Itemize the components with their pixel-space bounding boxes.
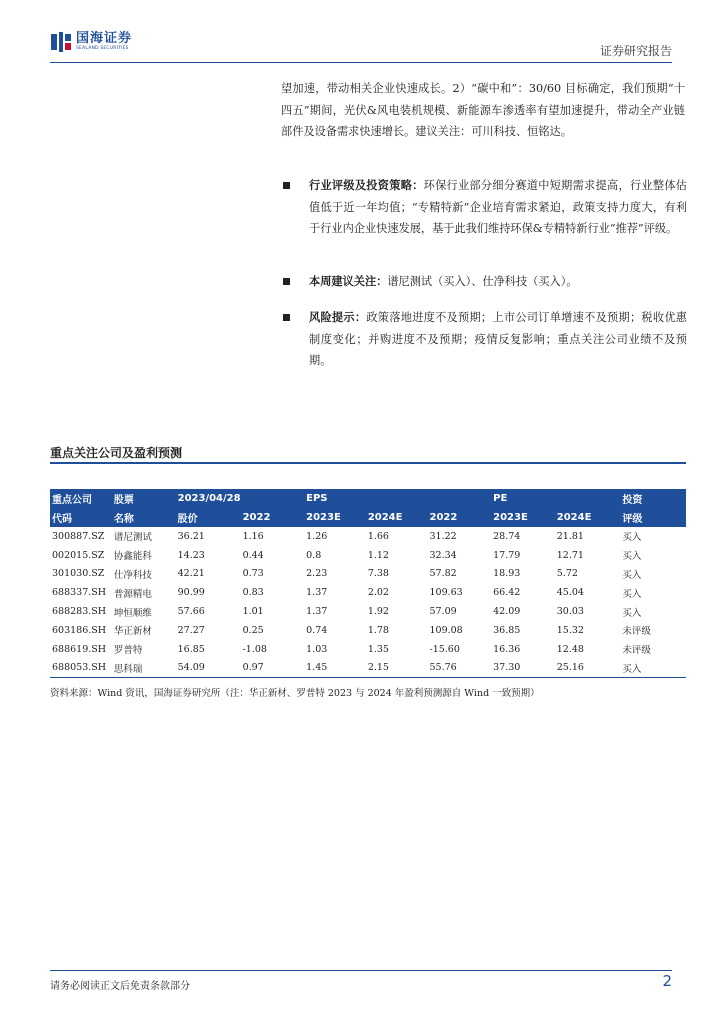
table-cell: 买入	[622, 532, 642, 544]
header-cell	[241, 489, 305, 508]
header-cell: 2023/04/28	[176, 489, 241, 508]
header-cell: 代码	[50, 508, 112, 527]
table-top-divider	[50, 462, 686, 464]
table-cell: 7.38	[367, 568, 389, 580]
earnings-forecast-table	[50, 489, 686, 678]
table-cell: 2.02	[367, 587, 389, 599]
table-row	[50, 527, 686, 546]
header-cell	[555, 489, 621, 508]
table-cell: 17.79	[493, 549, 521, 561]
header-cell: 重点公司	[50, 489, 112, 508]
table-cell: 37.30	[491, 659, 555, 678]
table-cell: -1.08	[242, 643, 267, 655]
table-cell: 买入	[622, 551, 642, 563]
table-cell: 54.09	[176, 659, 241, 678]
bullet-text: 政策落地进度不及预期；上市公司订单增速不及预期；税收优惠制度变化；并购进度不及预期；疫情反复影响；重点关注公司业绩不及预期。	[309, 311, 687, 367]
bullet-text: 谱尼测试（买入）、仕净科技（买入）。	[387, 275, 578, 288]
table-row	[50, 621, 686, 640]
table-cell: 1.16	[242, 530, 264, 542]
table-cell: 002015.SZ	[52, 549, 105, 561]
logo-cn-text: 国海证券	[76, 31, 133, 47]
table-cell: 1.12	[367, 549, 389, 561]
table-cell: 36.85	[493, 624, 521, 636]
header-cell: 2023E	[491, 508, 555, 527]
table-cell: 90.99	[177, 587, 205, 599]
table-cell: 1.45	[304, 659, 366, 678]
table-cell: 16.85	[177, 643, 205, 655]
table-cell: 未评级	[622, 645, 651, 657]
bullet-recommend	[283, 271, 687, 293]
table-row	[50, 640, 686, 659]
table-cell: 谱尼测试	[113, 532, 152, 544]
sealand-logo-icon	[50, 31, 72, 53]
table-cell: 0.44	[242, 549, 264, 561]
table-cell: 0.74	[306, 624, 328, 636]
table-cell: 18.93	[493, 568, 521, 580]
table-cell: -15.60	[429, 643, 460, 655]
table-cell: 1.37	[306, 587, 328, 599]
bullet-title: 行业评级及投资策略：	[309, 178, 424, 192]
table-row	[50, 659, 686, 678]
table-cell: 14.23	[177, 549, 205, 561]
table-cell: 109.08	[429, 624, 463, 636]
table-cell: 1.01	[242, 606, 264, 618]
table-cell: 688283.SH	[52, 606, 107, 618]
table-title: 重点关注公司及盈利预测	[50, 446, 183, 460]
table-row	[50, 546, 686, 565]
table-cell: 57.09	[429, 606, 457, 618]
table-cell: 1.78	[367, 624, 389, 636]
table-row	[50, 583, 686, 602]
table-cell: 28.74	[493, 530, 521, 542]
footer-disclaimer: 请务必阅读正文后免责条款部分	[50, 981, 190, 992]
header-cell: PE	[491, 489, 555, 508]
header-cell: 股价	[176, 508, 241, 527]
header-cell: 2023E	[304, 508, 366, 527]
table-cell: 31.22	[429, 530, 457, 542]
table-cell: 42.21	[177, 568, 205, 580]
table-cell: 301030.SZ	[52, 568, 105, 580]
header-cell: EPS	[304, 489, 366, 508]
bullet-rating	[283, 175, 687, 240]
footer-divider	[50, 970, 672, 971]
table-cell: 2.23	[306, 568, 328, 580]
bullet-title: 风险提示：	[309, 310, 367, 324]
table-cell: 300887.SZ	[52, 530, 105, 542]
table-cell: 688337.SH	[52, 587, 107, 599]
table-cell: 12.71	[556, 549, 584, 561]
table-cell: 1.35	[367, 643, 389, 655]
bullet-square-icon	[283, 182, 290, 189]
table-cell: 思科瑞	[112, 659, 176, 678]
bullet-text: 环保行业部分细分赛道中短期需求提高，行业整体估值低于近一年均值；“专精特新”企业培育需求紧迫，政策支持力度大，有利于行业内企业快速发展，基于此我们维持环保&专精特新行业“推荐”评级。	[309, 179, 687, 235]
header-cell: 2024E	[366, 508, 428, 527]
header-cell: 投资	[620, 489, 686, 508]
table-cell: 21.81	[556, 530, 584, 542]
table-cell: 66.42	[493, 587, 521, 599]
bullet-risk	[283, 307, 687, 372]
table-cell: 普源精电	[113, 588, 152, 600]
header-cell: 评级	[620, 508, 686, 527]
table-cell: 买入	[620, 659, 686, 678]
table-cell: 1.92	[367, 606, 389, 618]
table-cell: 57.66	[177, 606, 205, 618]
table-cell: 协鑫能科	[113, 551, 152, 563]
table-cell: 109.63	[429, 587, 463, 599]
header-cell: 2022	[427, 508, 491, 527]
header-cell: 股票	[112, 489, 176, 508]
table-cell: 45.04	[556, 587, 584, 599]
table-cell: 罗普特	[113, 645, 143, 657]
table-cell: 25.16	[555, 659, 621, 678]
table-cell: 仕净科技	[113, 569, 152, 581]
table-row	[50, 565, 686, 584]
table-cell: 55.76	[427, 659, 491, 678]
table-cell: 1.03	[306, 643, 328, 655]
company-logo	[50, 30, 132, 54]
table-header-row-1	[50, 489, 686, 508]
table-cell: 1.66	[367, 530, 389, 542]
table-cell: 买入	[622, 569, 642, 581]
table-source-note: 资料来源：Wind 资讯，国海证券研究所（注：华正新材、罗普特 2023 与 2024 年盈利预测源自 Wind 一致预期）	[50, 688, 540, 699]
table-cell: 2.15	[366, 659, 428, 678]
header-divider	[50, 62, 672, 63]
table-cell: 57.82	[429, 568, 457, 580]
table-cell: 42.09	[493, 606, 521, 618]
table-cell: 36.21	[177, 530, 205, 542]
header-cell	[427, 489, 491, 508]
table-cell: 买入	[622, 607, 642, 619]
table-cell: 688619.SH	[52, 643, 107, 655]
table-cell: 1.26	[306, 530, 328, 542]
table-cell: 0.25	[242, 624, 264, 636]
logo-en-text: SEALAND SECURITIES	[76, 46, 129, 52]
table-cell: 未评级	[622, 626, 651, 638]
table-cell: 1.37	[306, 606, 328, 618]
table-cell: 0.8	[306, 549, 322, 561]
table-cell: 688053.SH	[50, 659, 112, 678]
table-cell: 16.36	[493, 643, 521, 655]
page-number: 2	[662, 972, 672, 990]
table-cell: 华正新材	[113, 626, 152, 638]
report-type: 证券研究报告	[599, 44, 672, 58]
table-cell: 0.73	[242, 568, 264, 580]
table-cell: 15.32	[556, 624, 584, 636]
body-paragraph: 望加速，带动相关企业快速成长。2）“碳中和”：30/60 目标确定，我们预期“十四五”期间，光伏&风电装机规模、新能源车渗透率有望加速提升，带动全产业链部件及设备需求快速增长。建议关注：可川科技、恒铭达。	[281, 82, 685, 138]
table-row	[50, 602, 686, 621]
bullet-square-icon	[283, 278, 290, 285]
bullet-square-icon	[283, 314, 290, 321]
table-header-row-2	[50, 508, 686, 527]
table-cell: 12.48	[556, 643, 584, 655]
table-cell: 5.72	[556, 568, 578, 580]
table-cell: 30.03	[556, 606, 584, 618]
header-cell: 2022	[241, 508, 305, 527]
table-cell: 27.27	[177, 624, 205, 636]
table-cell: 32.34	[429, 549, 457, 561]
table-cell: 0.97	[241, 659, 305, 678]
header-cell: 名称	[112, 508, 176, 527]
table-cell: 0.83	[242, 587, 264, 599]
table-cell: 603186.SH	[52, 624, 107, 636]
header-cell	[366, 489, 428, 508]
header-cell: 2024E	[555, 508, 621, 527]
table-cell: 买入	[622, 588, 642, 600]
table-cell: 坤恒顺维	[113, 607, 152, 619]
bullet-title: 本周建议关注：	[309, 274, 388, 288]
